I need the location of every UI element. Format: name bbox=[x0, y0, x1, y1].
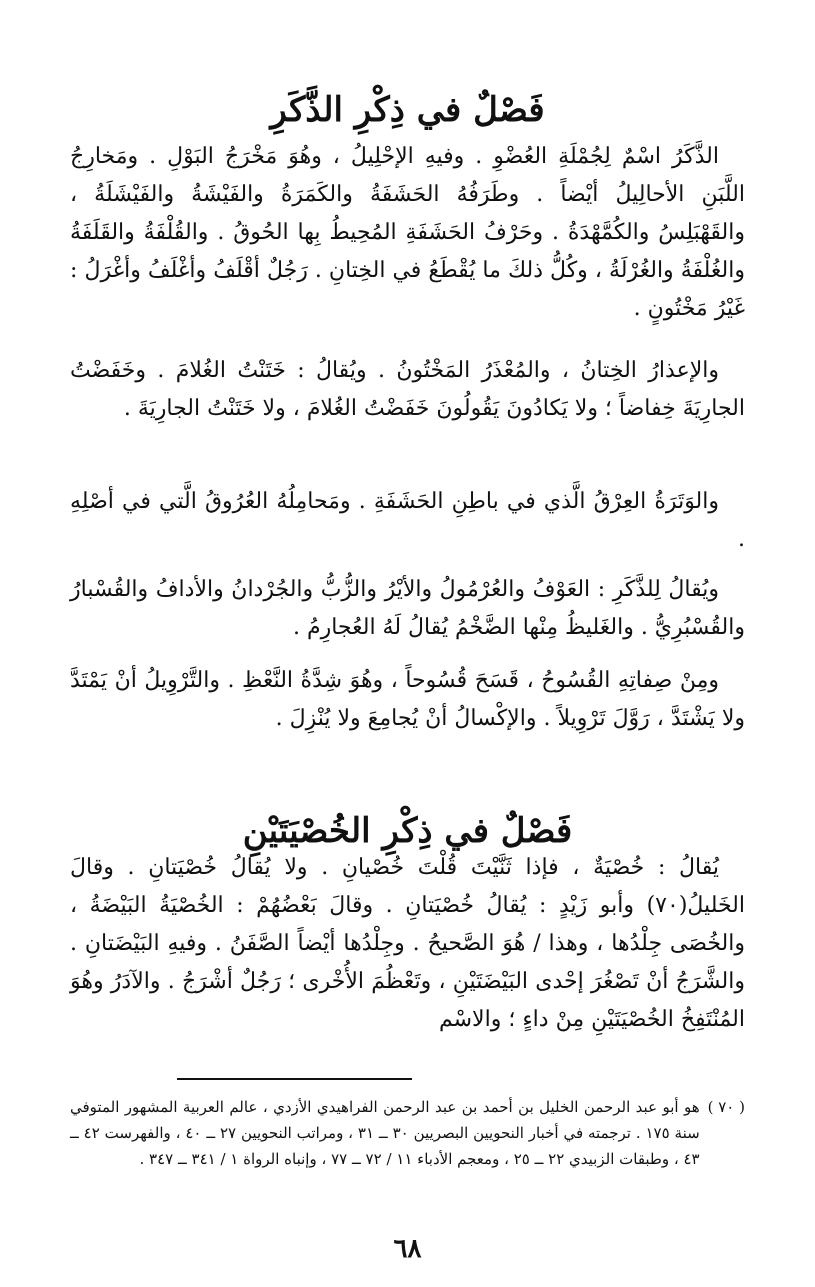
footnote-text: هو أبو عبد الرحمن الخليل بن أحمد بن عبد الرحمن الفراهيدي الأزدي ، عالم العربية المشهور المتوفي سنة ١٧٥ . ترجمته في أخبار النحويين البصريين ٣٠ ــ ٣١ ، ومراتب النحويين ٢٧ ــ ٤٠ ، والفهرست ٤٢ ــ ٤٣ ، وطبقات الزبيدي ٢٢ ــ ٢٥ ، ومعجم الأدباء ١١ / ٧٢ ــ ٧٧ ، وإنباه الرواة ١ / ٣٤١ ــ ٣٤٧ . bbox=[70, 1098, 700, 1168]
section-heading-khusyatayn: فَصْلٌ في ذِكْرِ الخُصْيَتَيْنِ bbox=[242, 811, 573, 852]
footnote bbox=[70, 1094, 745, 1172]
paragraph-2: والإعذارُ الخِتانُ ، والمُعْذَرُ المَخْتُونُ . ويُقالُ : خَتَنْتُ الغُلامَ . وخَفَضْتُ الجارِيَةَ خِفاضاً ؛ ولا يَكادُونَ يَقُولُونَ خَفَضْتُ الغُلامَ ، ولا خَتَنْتُ الجارِيَةَ . bbox=[70, 358, 745, 421]
paragraph-4: ويُقالُ لِلذَّكَرِ : العَوْفُ والعُرْمُولُ والأيْرُ والزُّبُّ والجُرْدانُ والأدافُ والقُسْبارُ والقُسْبُرِيُّ . والغَليظُ مِنْها الضَّخْمُ يُقالُ لَهُ العُجارِمُ . bbox=[70, 577, 745, 640]
footnote-marker: ( ٧٠ ) bbox=[707, 1098, 745, 1116]
footnote-divider bbox=[177, 1078, 412, 1080]
book-page bbox=[70, 0, 745, 1287]
paragraph-5: ومِنْ صِفاتِهِ القُسُوحُ ، قَسَحَ قُسُوحاً ، وهُوَ شِدَّةُ النَّعْظِ . والتَّرْوِيلُ أنْ يَمْتَدَّ ولا يَشْتَدَّ ، رَوَّلَ تَرْوِيلاً . والإكْسالُ أنْ يُجامِعَ ولا يُنْزِلَ . bbox=[70, 668, 745, 731]
paragraph-1: الذَّكَرُ اسْمٌ لِجُمْلَةِ العُضْوِ . وفيهِ الإحْلِيلُ ، وهُوَ مَخْرَجُ البَوْلِ . ومَخارِجُ اللَّبَنِ الأحالِيلُ أيْضاً . وطَرَفُهُ الحَشَفَةُ والكَمَرَةُ والفَيْشَةُ والفَيْشَلَةُ ، والقَهْبَلِسُ والكُمَّهْدَةُ . وحَرْفُ الحَشَفَةِ المُحِيطُ بِها الحُوقُ . والقُلْفَةُ والقَلَفَةُ والغُلْفَةُ والغُرْلَةُ ، وكُلُّ ذلكَ ما يُقْطَعُ في الخِتانِ . رَجُلٌ أقْلَفُ وأغْلَفُ وأغْرَلُ : غَيْرُ مَخْتُونٍ . bbox=[70, 144, 745, 321]
paragraph-6: يُقالُ : خُصْيَةٌ ، فإذا ثَنَّيْتَ قُلْتَ خُصْيانِ . ولا يُقالُ خُصْيَتانِ . وقالَ الخَليلُ(٧٠) وأبو زَيْدٍ : يُقالُ خُصْيَتانِ . وقالَ بَعْضُهُمْ : الخُصْيَةُ البَيْضَةُ ، والخُصَى جِلْدُها ، وهذا / هُوَ الصَّحيحُ . وجِلْدُها أيْضاً الصَّفَنُ . وفيهِ البَيْضَتانِ . والشَّرَجُ أنْ تَصْغُرَ إحْدى البَيْضَتَيْنِ ، وتَعْظُمَ الأُخْرى ؛ رَجُلٌ أشْرَجُ . والآدَرُ وهُوَ المُنْتَفِخُ الخُصْيَتَيْنِ مِنْ داءٍ ؛ والاسْم bbox=[70, 855, 745, 1032]
section-heading-dhakar: فَصْلٌ في ذِكْرِ الذَّكَرِ bbox=[270, 89, 545, 130]
paragraph-3: والوَتَرَةُ العِرْقُ الَّذي في باطِنِ الحَشَفَةِ . ومَحامِلُهُ العُرُوقُ الَّتي في أصْلِهِ . bbox=[70, 489, 745, 552]
page-number: ٦٨ bbox=[393, 1234, 422, 1264]
